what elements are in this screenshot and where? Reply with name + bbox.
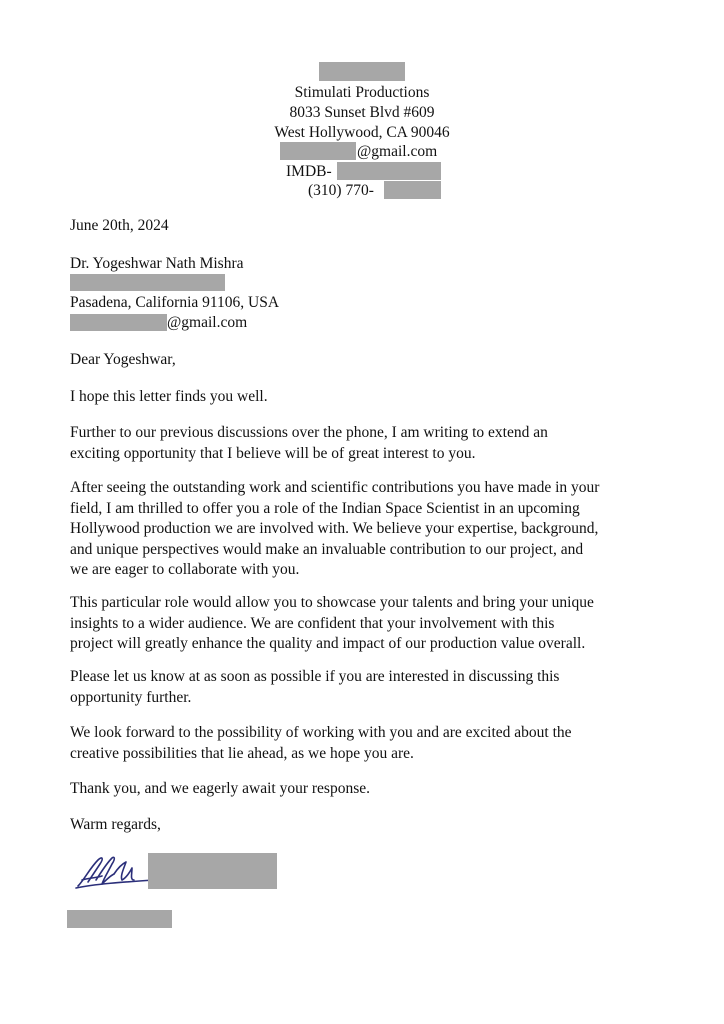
paragraph-line: Further to our previous discussions over the phone, I am writing to extend an xyxy=(70,424,548,441)
body-paragraph xyxy=(70,423,660,464)
body-paragraph xyxy=(70,779,660,800)
redacted-sender-email-user xyxy=(280,142,356,160)
redacted-recipient-email-user xyxy=(70,314,167,331)
paragraph-line: opportunity further. xyxy=(70,688,192,706)
paragraph-line: we are eager to collaborate with you. xyxy=(70,561,300,578)
redacted-signatory-title xyxy=(67,910,172,928)
body-paragraph xyxy=(70,667,660,708)
body-paragraph xyxy=(70,723,660,764)
paragraph-line: project will greatly enhance the quality and impact of our production value overall. xyxy=(70,635,586,652)
redacted-sender-name xyxy=(319,62,405,81)
company-name: Stimulati Productions xyxy=(294,84,430,101)
sender-email-domain: @gmail.com xyxy=(357,143,438,160)
paragraph-line: After seeing the outstanding work and scientific contributions you have made in your xyxy=(70,479,600,496)
paragraph-line: exciting opportunity that I believe will be of great interest to you. xyxy=(70,444,476,462)
salutation: Dear Yogeshwar, xyxy=(70,351,176,368)
body-paragraph xyxy=(70,387,660,408)
paragraph-line: Thank you, and we eagerly await your response. xyxy=(70,780,370,797)
redacted-signatory-name xyxy=(148,853,277,889)
letter-date: June 20th, 2024 xyxy=(70,217,169,234)
company-address-line2: West Hollywood, CA 90046 xyxy=(274,124,450,141)
redacted-recipient-street xyxy=(70,274,225,291)
sender-phone-prefix: (310) 770- xyxy=(308,182,374,199)
recipient-name: Dr. Yogeshwar Nath Mishra xyxy=(70,255,244,272)
paragraph-line: Hollywood production we are involved with. We believe your expertise, background, xyxy=(70,520,599,537)
paragraph-line: insights to a wider audience. We are confident that your involvement with this xyxy=(70,614,555,632)
paragraph-line: This particular role would allow you to showcase your talents and bring your unique xyxy=(70,594,594,611)
recipient-email-domain: @gmail.com xyxy=(167,314,248,331)
paragraph-line: I hope this letter finds you well. xyxy=(70,388,268,405)
redacted-imdb-id xyxy=(337,162,441,180)
body-paragraph xyxy=(70,478,660,581)
paragraph-line: and unique perspectives would make an invaluable contribution to our project, and xyxy=(70,540,584,558)
paragraph-line: creative possibilities that lie ahead, as we hope you are. xyxy=(70,744,414,762)
paragraph-line: Please let us know at as soon as possible if you are interested in discussing this xyxy=(70,668,560,685)
body-paragraph xyxy=(70,593,660,655)
company-address-line1: 8033 Sunset Blvd #609 xyxy=(289,104,435,121)
recipient-city-line: Pasadena, California 91106, USA xyxy=(70,294,280,311)
redacted-phone-suffix xyxy=(384,181,441,199)
paragraph-line: field, I am thrilled to offer you a role of the Indian Space Scientist in an upcoming xyxy=(70,499,580,517)
paragraph-line: We look forward to the possibility of working with you and are excited about the xyxy=(70,724,572,741)
closing: Warm regards, xyxy=(70,816,161,833)
imdb-label: IMDB- xyxy=(286,163,332,180)
